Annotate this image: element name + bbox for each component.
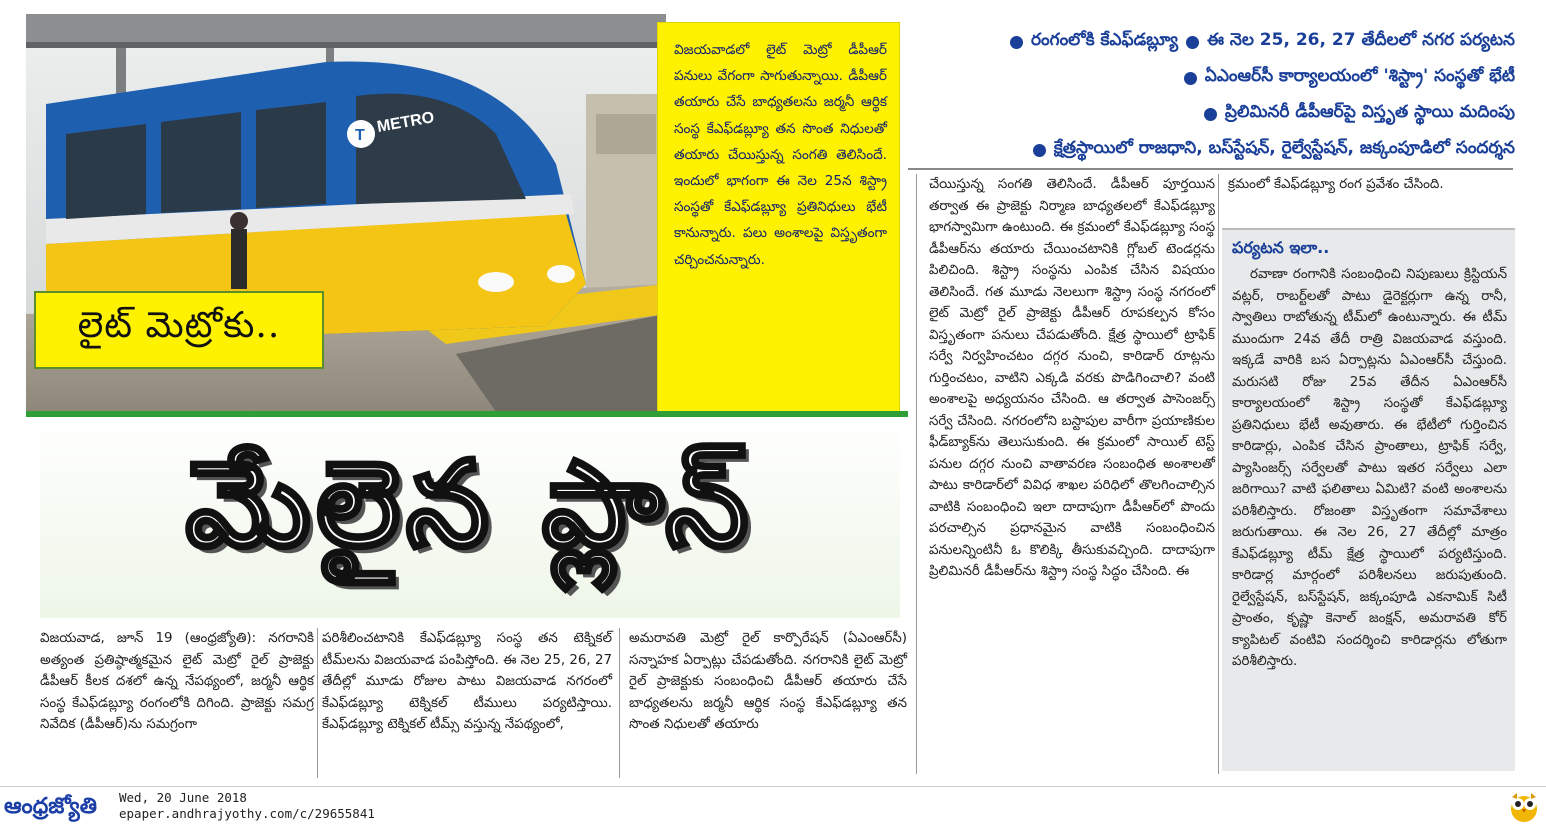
body-text: చేయిస్తున్న సంగతి తెలిసిందే. డీపీఆర్ పూర్తయిన తర్వాత ఈ ప్రాజెక్టు నిర్మాణ బాధ్యతలలో కేఎఫ్‌డబ్ల్యూ భాగస్వామిగా ఉంటుంది. ఈ క్రమంలో కేఎఫ్‌డబ్ల్యూ సంస్థ డీపీఆర్‌ను తయారు చేయించటానికి గ్లోబల్ టెండర్లను పిలిచింది. శిస్ట్రా సంస్థను ఎంపిక చేసిన విషయం తెలిసిందే. గత మూడు నెలలుగా శిస్ట్రా సంస్థ నగరంలో లైట్ మెట్రో రైల్ ప్రాజెక్టు డీపీఆర్ రూపకల్పన కోసం విస్తృతంగా పనులు చేపడుతోంది. క్షేత్ర స్థాయిలో ట్రాఫిక్ సర్వే నిర్వహించటం దగ్గర నుంచి, కారిడార్ రూట్లను గుర్తించటం, వాటిని ఎక్కడి వరకు పొడిగించాలి? వంటి అంశాలపై అధ్యయనం చేసింది. ఆ తర్వాత పాసెంజర్స్ సర్వే చేసింది. నగరంలోని బస్టాపుల వారీగా ప్రయాణికుల ఫీడ్‌బ్యాక్‌ను తెలుసుకుంది. ఈ క్రమంలో సాయిల్ టెస్ట్ పనుల దగ్గర నుంచి వాతావరణ సంబంధిత అంశాలతో పాటు కారిడార్‌లో వివిధ శాఖల పరిధిలో తొలగించాల్సిన వాటికి సంబంధించి ఇలా దాదాపుగా డీపీఆర్‌లో పొందు పరచాల్సిన ప్రధానమైన వాటికి సంబంధించిన పనులన్నింటినీ ఓ కొలిక్కి తీసుకువచ్చింది. దాదాపుగా ప్రిలిమినరీ డీపీఆర్‌ను శిస్ట్రా సంస్థ సిద్ధం చేసింది. ఈ bbox=[929, 177, 1215, 579]
section-label bbox=[34, 291, 324, 369]
body-column-1 bbox=[40, 628, 314, 736]
sidebar-heading: పర్యటన ఇలా.. bbox=[1232, 238, 1330, 257]
bullet-icon bbox=[1010, 36, 1023, 49]
highlight-text: ఈ నెల 25, 26, 27 తేదీలలో నగర పర్యటన bbox=[1207, 30, 1515, 50]
svg-text:T: T bbox=[355, 127, 365, 144]
bullet-icon bbox=[1184, 72, 1197, 85]
body-column-3 bbox=[629, 628, 907, 736]
brand-logo[interactable]: ఆంధ్రజ్యోతి bbox=[4, 793, 97, 819]
body-text: అమరావతి మెట్రో రైల్ కార్పొరేషన్ (ఏఎంఆర్‌సీ) సన్నాహక ఏర్పాట్లు చేపడుతోంది. నగరానికి లైట్ మెట్రో రైల్ ప్రాజెక్టుకు సంబంధించి డీపీఆర్ తయారు చేసే బాధ్యతలను జర్మనీ ఆర్థిక సంస్థ కేఎఫ్‌డబ్ల్యూ తన సొంత నిధులతో తయారు bbox=[629, 631, 907, 732]
publish-date: Wed, 20 June 2018 bbox=[119, 790, 247, 805]
bullet-icon bbox=[1033, 144, 1046, 157]
epaper-link[interactable]: epaper.andhrajyothy.com/c/29655841 bbox=[119, 806, 375, 821]
highlight-item bbox=[915, 66, 1515, 90]
headline-text: మేలైన ప్లాన్ bbox=[185, 434, 755, 573]
green-divider bbox=[26, 411, 908, 417]
body-text: విజయవాడ, జూన్ 19 (ఆంధ్రజ్యోతి): నగరానికి అత్యంత ప్రతిష్ఠాత్మకమైన లైట్ మెట్రో రైల్ ప్రాజెక్టు డీపీఆర్ కీలక దశలో ఉన్న నేపథ్యంలో, జర్మనీ ఆర్థిక సంస్థ కేఎఫ్‌డబ్ల్యూ రంగంలోకి దిగింది. ప్రాజెక్టు సమగ్ర నివేదిక (డీపీఆర్)ను సమగ్రంగా bbox=[40, 631, 314, 732]
highlight-item bbox=[915, 30, 1515, 54]
body-column-2 bbox=[322, 628, 612, 736]
sidebar-text: రవాణా రంగానికి సంబంధించి నిపుణులు క్రిస్టియన్ వట్లర్, రాబర్ట్‌లతో పాటు డైరెక్టర్లుగా ఉన్న రానీ, స్వాతిలు రాబోతున్న టీమ్‌లో ఉంటున్నారు. ఈ టీమ్ ముందుగా 24వ తేదీ రాత్రి విజయవాడ వస్తుంది. ఇక్కడే వారికి బస ఏర్పాట్లను ఏఎంఆర్‌సీ చేస్తుంది. మరుసటి రోజు 25వ తేదీన ఏఎంఆర్‌సీ కార్యాలయంలో శిస్ట్రా సంస్థతో కేఎఫ్‌డబ్ల్యూ ప్రతినిధులు భేటీ అవుతారు. ఈ భేటీలో గుర్తించిన కారిడార్లు, ఎంపిక చేసిన ప్రాంతాలు, ట్రాఫిక్ సర్వే, ప్యాసింజర్స్ సర్వేలతో పాటు ఇతర సర్వేలు ఎలా జరిగాయి? వాటి ఫలితాలు ఏమిటి? వంటి అంశాలను పరిశీలిస్తారు. రోజంతా విస్తృతంగా సమావేశాలు జరుగుతాయి. ఈ నెల 26, 27 తేదీల్లో మాత్రం కేఎఫ్‌డబ్ల్యూ టీమ్ క్షేత్ర స్థాయిలో పర్యటిస్తుంది. కారిడార్ల మార్గంలో పరిశీలనలు జరుపుతుంది. రైల్వేస్టేషన్, బస్‌స్టేషన్, జక్కంపూడి ఎకనామిక్ సిటీ ప్రాంతం, కృష్ణా కెనాల్ జంక్షన్, అమరావతి కోర్ క్యాపిటల్ వంటివి సందర్శించి కారిడార్లను లోతుగా పరిశీలిస్తారు. bbox=[1232, 267, 1507, 669]
sidebar-box bbox=[1222, 228, 1515, 771]
highlight-text: క్షేత్రస్థాయిలో రాజధాని, బస్‌స్టేషన్, రైల్వేస్టేషన్, జక్కంపూడిలో సందర్శన bbox=[1053, 138, 1515, 158]
body-text: క్రమంలో కేఎఫ్‌డబ్ల్యూ రంగ ప్రవేశం చేసింది. bbox=[1228, 177, 1444, 192]
bullet-icon bbox=[1204, 108, 1217, 121]
body-text: పరిశీలించటానికి కేఎఫ్‌డబ్ల్యూ సంస్థ తన టెక్నికల్ టీమ్‌లను విజయవాడ పంపిస్తోంది. ఈ నెల 25, 26, 27 తేదీల్లో మూడు రోజుల పాటు విజయవాడ నగరంలో కేఎఫ్‌డబ్ల్యూ టెక్నికల్ టీములు పర్యటిస్తాయి. కేఎఫ్‌డబ్ల్యూ టెక్నికల్ టీమ్స్ వస్తున్న నేపథ్యంలో, bbox=[322, 631, 612, 732]
footer bbox=[0, 786, 1546, 827]
column-divider bbox=[317, 628, 318, 778]
top-divider bbox=[908, 168, 1513, 170]
headline bbox=[40, 418, 900, 618]
intro-text: విజయవాడలో లైట్ మెట్రో డీపీఆర్ పనులు వేగంగా సాగుతున్నాయి. డీపీఆర్ తయారు చేసే బాధ్యతలను జర్మనీ ఆర్థిక సంస్థ కేఎఫ్‌డబ్ల్యూ తన సొంత నిధులతో తయారు చేయిస్తున్న సంగతి తెలిసిందే. ఇందులో భాగంగా ఈ నెల 25న శిస్ట్రా సంస్థతో కేఎఫ్‌డబ్ల్యూ ప్రతినిధులు భేటీ కానున్నారు. పలు అంశాలపై విస్తృతంగా చర్చించనున్నారు. bbox=[674, 42, 887, 268]
highlight-item bbox=[915, 138, 1515, 162]
highlight-text: ఏఎంఆర్‌సీ కార్యాలయంలో 'శిస్ట్రా' సంస్థతో భేటీ bbox=[1204, 66, 1515, 86]
section-label-text: లైట్ మెట్రోకు.. bbox=[77, 305, 281, 346]
intro-box bbox=[657, 22, 900, 417]
highlight-text: రంగంలోకి కేఎఫ్‌డబ్ల్యూ bbox=[1030, 30, 1179, 50]
column-divider bbox=[916, 174, 917, 774]
metro-logo-text: METRO bbox=[375, 109, 436, 136]
column-divider bbox=[619, 628, 620, 778]
body-column-4 bbox=[929, 174, 1215, 583]
highlights-list bbox=[915, 30, 1515, 174]
owl-icon[interactable] bbox=[1508, 789, 1540, 823]
column-divider bbox=[1218, 174, 1219, 774]
bullet-icon bbox=[1186, 36, 1199, 49]
body-column-5 bbox=[1228, 174, 1513, 196]
highlight-item bbox=[915, 102, 1515, 126]
highlight-text: ప్రిలిమినరీ డీపీఆర్‌పై విస్తృత స్థాయి మదింపు bbox=[1224, 102, 1515, 122]
